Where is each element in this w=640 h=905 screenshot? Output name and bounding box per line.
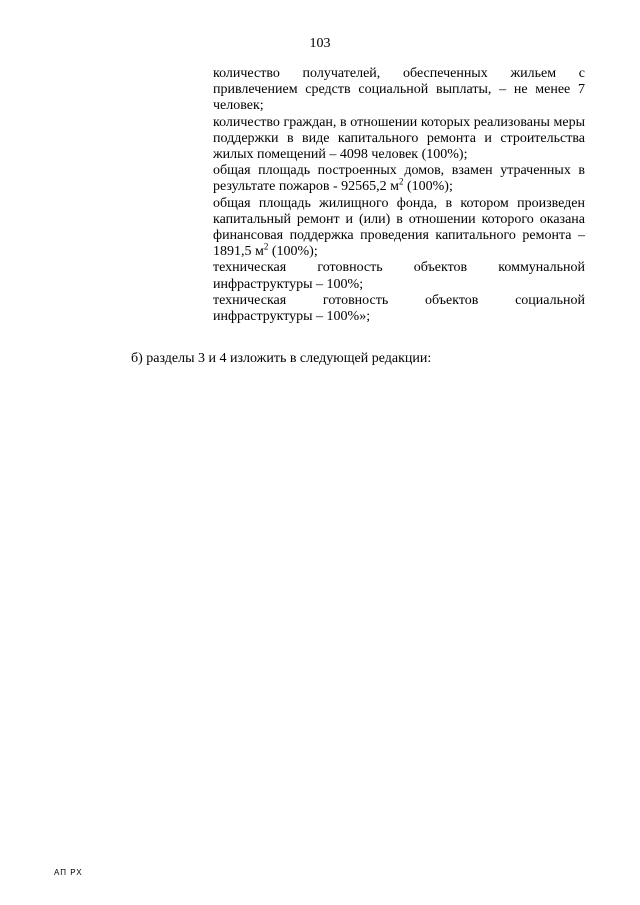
indicator-repaired-housing-percent: (100%); bbox=[268, 244, 318, 260]
indicator-citizens-support: количество граждан, в отношении которых реализованы меры поддержки в виде капитального ремонта и строительства жилых помещений – 4098 человек (100%); bbox=[213, 114, 585, 163]
indicator-built-houses-percent: (100%); bbox=[403, 179, 453, 195]
indicator-communal-infrastructure: техническая готовность объектов коммунальной инфраструктуры – 100%; bbox=[213, 260, 585, 292]
footer-mark: АП РХ bbox=[54, 868, 83, 877]
indicator-built-houses-area bbox=[213, 163, 585, 195]
indicator-social-infrastructure: техническая готовность объектов социальной инфраструктуры – 100%»; bbox=[213, 292, 585, 325]
page-number: 103 bbox=[309, 36, 331, 51]
indicator-recipients: количество получателей, обеспеченных жильем с привлечением средств социальной выплаты, – не менее 7 человек; bbox=[213, 66, 585, 114]
indicator-repaired-housing-text: общая площадь жилищного фонда, в котором произведен капитальный ремонт и (или) в отношении которого оказана финансовая поддержка проведения капитального ремонта – 1891,5 м bbox=[213, 195, 585, 260]
indicators-block bbox=[213, 66, 585, 325]
superscript-two: 2 bbox=[398, 176, 404, 187]
indicator-repaired-housing-area bbox=[213, 196, 585, 261]
indicator-built-houses-text: общая площадь построенных домов, взамен утраченных в результате пожаров - 92565,2 м bbox=[213, 163, 585, 195]
section-instruction: б) разделы 3 и 4 изложить в следующей редакции: bbox=[131, 351, 432, 366]
superscript-two: 2 bbox=[263, 241, 269, 252]
